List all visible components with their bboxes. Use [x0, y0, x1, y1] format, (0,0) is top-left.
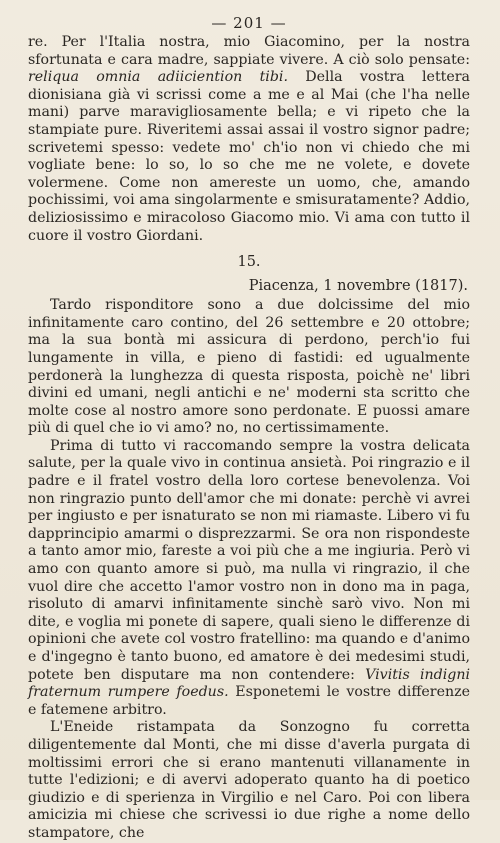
text-run: Esponetemi le vostre differenze e fatemene arbitro.	[28, 684, 470, 718]
page-number: — 201 —	[211, 14, 287, 32]
letter-dateline: Piacenza, 1 novembre (1817).	[248, 278, 468, 295]
text-run: re. Per l'Italia nostra, mio Giacomino, per la nostra sfortunata e cara madre, sappiate vivere. A ciò solo pensate:	[28, 34, 470, 68]
letter-number: 15.	[237, 254, 261, 271]
paragraph-eneide	[28, 719, 470, 842]
latin-quotation: reliqua omnia adiiciention tibi.	[28, 69, 288, 86]
text-run: Della vostra lettera dionisiana già vi scrissi come a me e al Mai (che l'ha nelle mani) parve maravigliosamente bella; e vi ripeto che la stampiate pure. Riveritemi assai assai il vostro signor padre; scrivetemi spesso: vedete mo' ch'io non vi chiedo che mi vogliate bene: lo so, lo so che me ne volete, e dovete volermene. Come non amereste un uomo, che, amando pochissimi, voi ama singolarmente e smisuratamente? Addio, deliziosissimo e miracoloso Giacomo mio. Vi ama con tutto il cuore il vostro Giordani.	[28, 69, 470, 244]
paragraph-opening	[28, 297, 470, 438]
text-run: L'Eneide ristampata da Sonzogno fu corretta diligentemente dal Monti, che mi disse d'averla purgata di moltissimi errori che si erano mantenuti villanamente in tutte l'edizioni; e di avervi adoperato quanto ha di poetico giudizio e di sperienza in Virgilio e nel Caro. Poi con libera amicizia mi chiese che scrivessi io due righe a nome dello stampatore, che	[28, 719, 470, 841]
text-run: Tardo risponditore sono a due dolcissime del mio infinitamente caro contino, del 26 settembre e 20 ottobre; ma la sua bontà mi assicura di perdono, perch'io fui lungamente in villa, e pieno di fastidi: ed ugualmente perdonerà la lunghezza di questa risposta, poichè ne' libri divini ed umani, negli antichi e ne' moderni sta scritto che molte cose al nostro amore sono perdonate. E puossi amare più di quel che io vi amo? no, no certissimamente.	[28, 297, 470, 437]
text-run: Prima di tutto vi raccomando sempre la vostra delicata salute, per la quale vivo in continua ansietà. Poi ringrazio e il padre e il fratel vostro della loro cortese benevolenza. Voi non ringrazio punto dell'amor che mi donate: perchè vi avrei per ingiusto e per isnaturato se non mi riamaste. Libero vi fu dapprincipio amarmi o disprezzarmi. Se ora non rispondeste a tanto amor mio, fareste a voi più che a me ingiuria. Però vi amo con quanto amore si può, ma nulla vi ringrazio, il che vuol dire che accetto l'amor vostro non in dono ma in paga, risoluto di amarvi infinitamente sinchè sarò vivo. Non mi dite, e voglia mi ponete di sapere, quali sieno le differenze di opinioni che avete col vostro fratellino: ma quando e d'animo e d'ingegno è tanto buono, ed amatore è dei medesimi studi, potete ben disputare ma non contendere:	[28, 437, 470, 683]
paragraph-letter-closing	[28, 34, 470, 245]
paragraph-health	[28, 438, 470, 720]
latin-quotation: Vivitis indigni fraternum rumpere foedus.	[28, 666, 470, 701]
